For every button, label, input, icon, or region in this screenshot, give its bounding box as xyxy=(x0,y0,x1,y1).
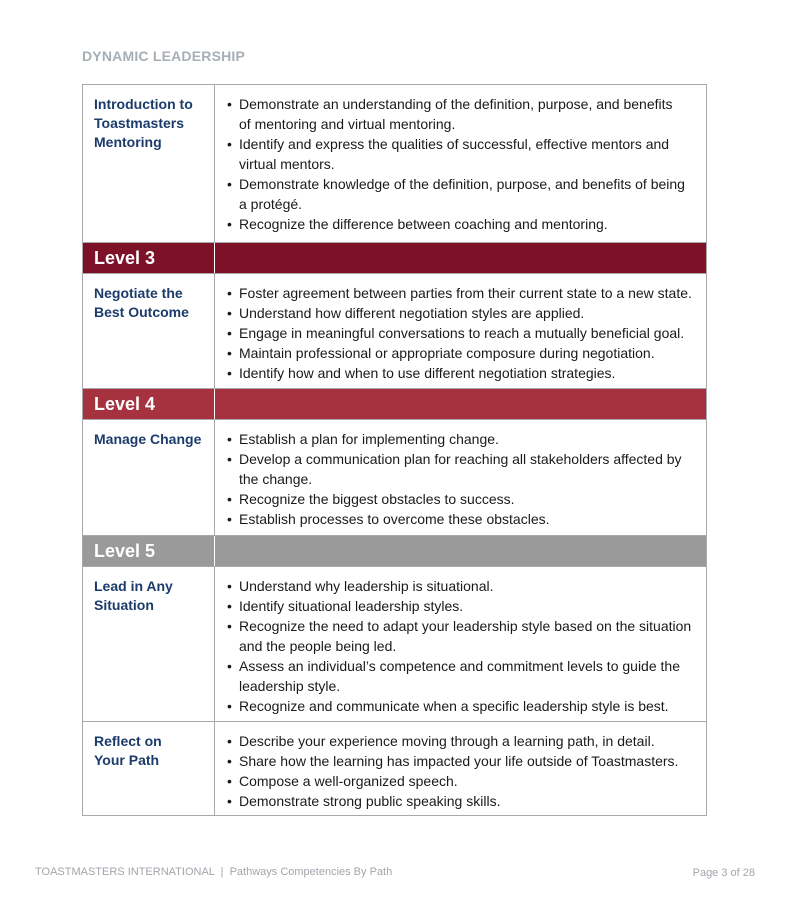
table-row xyxy=(83,85,706,242)
list-item: • Share how the learning has impacted your life outside of Toastmasters. xyxy=(227,751,694,771)
project-name: Negotiate the Best Outcome xyxy=(83,274,215,388)
list-item: • Identify and express the qualities of successful, effective mentors and virtual mentors. xyxy=(227,134,694,174)
list-item: • Maintain professional or appropriate composure during negotiation. xyxy=(227,343,694,363)
page-number: Page 3 of 28 xyxy=(692,867,755,879)
list-item: • Recognize the need to adapt your leadership style based on the situation and the people being led. xyxy=(227,616,694,656)
list-item: • Demonstrate an understanding of the definition, purpose, and benefits of mentoring and virtual mentoring. xyxy=(227,94,694,134)
list-item: • Develop a communication plan for reaching all stakeholders affected by the change. xyxy=(227,449,694,489)
list-item: • Recognize and communicate when a specific leadership style is best. xyxy=(227,696,694,716)
level-label: Level 4 xyxy=(83,389,215,419)
list-item: • Assess an individual’s competence and commitment levels to guide the leadership style. xyxy=(227,656,694,696)
project-name: Reflect on Your Path xyxy=(83,722,215,815)
list-item: • Demonstrate strong public speaking skills. xyxy=(227,791,694,811)
competency-list-cell xyxy=(215,722,706,815)
competency-list xyxy=(227,731,694,811)
competency-list xyxy=(227,283,694,383)
competency-list-cell xyxy=(215,567,706,721)
level-label: Level 3 xyxy=(83,243,215,273)
level-5-header xyxy=(83,535,706,566)
competency-list-cell xyxy=(215,420,706,535)
competency-list-cell xyxy=(215,274,706,388)
list-item: • Establish processes to overcome these obstacles. xyxy=(227,509,694,529)
list-item: • Identify situational leadership styles. xyxy=(227,596,694,616)
list-item: • Foster agreement between parties from their current state to a new state. xyxy=(227,283,694,303)
footer-publisher: TOASTMASTERS INTERNATIONAL | Pathways Competencies By Path xyxy=(35,866,393,878)
table-row xyxy=(83,566,706,721)
table-row xyxy=(83,419,706,535)
list-item: • Compose a well-organized speech. xyxy=(227,771,694,791)
list-item: • Engage in meaningful conversations to reach a mutually beneficial goal. xyxy=(227,323,694,343)
list-item: • Describe your experience moving through a learning path, in detail. xyxy=(227,731,694,751)
project-name: Introduction to Toastmasters Mentoring xyxy=(83,85,215,242)
level-4-header xyxy=(83,388,706,419)
list-item: • Understand how different negotiation styles are applied. xyxy=(227,303,694,323)
competency-list xyxy=(227,576,694,716)
table-row xyxy=(83,273,706,388)
competencies-table xyxy=(82,84,707,816)
competency-list xyxy=(227,94,694,234)
list-item: • Demonstrate knowledge of the definition, purpose, and benefits of being a protégé. xyxy=(227,174,694,214)
document-section-title: DYNAMIC LEADERSHIP xyxy=(82,48,246,64)
level-3-header xyxy=(83,242,706,273)
table-row xyxy=(83,721,706,815)
project-name: Manage Change xyxy=(83,420,215,535)
competency-list-cell xyxy=(215,85,706,242)
list-item: • Recognize the biggest obstacles to success. xyxy=(227,489,694,509)
competency-list xyxy=(227,429,694,529)
list-item: • Identify how and when to use different negotiation strategies. xyxy=(227,363,694,383)
list-item: • Establish a plan for implementing change. xyxy=(227,429,694,449)
list-item: • Understand why leadership is situational. xyxy=(227,576,694,596)
level-label: Level 5 xyxy=(83,536,215,566)
project-name: Lead in Any Situation xyxy=(83,567,215,721)
list-item: • Recognize the difference between coaching and mentoring. xyxy=(227,214,694,234)
